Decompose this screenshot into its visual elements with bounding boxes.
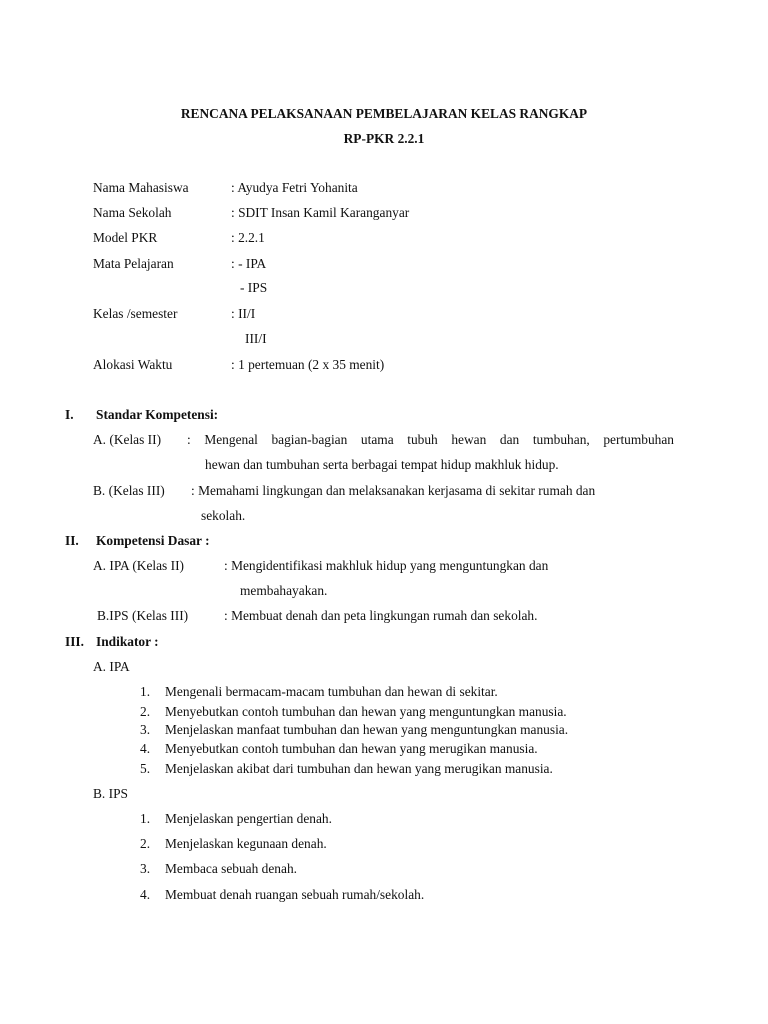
list-item: Mengenali bermacam-macam tumbuhan dan hewan di sekitar. — [165, 684, 498, 699]
section-2-item-b-line-1: : Membuat denah dan peta lingkungan rumah dan sekolah. — [224, 608, 538, 623]
list-item-number: 3. — [140, 861, 151, 876]
list-item: Menjelaskan akibat dari tumbuhan dan hewan yang merugikan manusia. — [165, 761, 553, 776]
list-item: Menyebutkan contoh tumbuhan dan hewan yang merugikan manusia. — [165, 741, 538, 756]
list-item-number: 2. — [140, 836, 151, 851]
list-item-number: 2. — [140, 704, 151, 719]
list-item: Menjelaskan kegunaan denah. — [165, 836, 327, 851]
list-item-number: 3. — [140, 722, 151, 737]
nama-sekolah-value: : SDIT Insan Kamil Karanganyar — [231, 205, 410, 220]
mata-pelajaran-value-2: - IPS — [240, 280, 268, 295]
document-code: RP-PKR 2.2.1 — [343, 131, 425, 146]
nama-sekolah-label: Nama Sekolah — [93, 205, 172, 220]
alokasi-waktu-value: : 1 pertemuan (2 x 35 menit) — [231, 357, 385, 372]
list-item: Menjelaskan manfaat tumbuhan dan hewan yang menguntungkan manusia. — [165, 722, 569, 737]
nama-mahasiswa-value: : Ayudya Fetri Yohanita — [231, 180, 358, 195]
document-title: RENCANA PELAKSANAAN PEMBELAJARAN KELAS RANGKAP — [180, 106, 588, 121]
list-item-number: 5. — [140, 761, 151, 776]
list-item: Menjelaskan pengertian denah. — [165, 811, 332, 826]
section-1-item-b-line-1: : Memahami lingkungan dan melaksanakan kerjasama di sekitar rumah dan — [191, 483, 596, 498]
section-3-numeral: III. — [65, 634, 84, 649]
kelas-semester-value-1: : II/I — [231, 306, 256, 321]
list-item: Membaca sebuah denah. — [165, 861, 297, 876]
list-item-number: 4. — [140, 887, 151, 902]
section-2-item-a-line-1: : Mengidentifikasi makhluk hidup yang menguntungkan dan — [224, 558, 549, 573]
section-2-item-a-line-2: membahayakan. — [240, 583, 328, 598]
list-item-number: 1. — [140, 811, 151, 826]
model-pkr-value: : 2.2.1 — [231, 230, 265, 245]
section-2-numeral: II. — [65, 533, 79, 548]
section-1-item-a-line-1: : Mengenal bagian-bagian utama tubuh hewan dan tumbuhan, pertumbuhan — [187, 432, 674, 447]
section-1-heading: Standar Kompetensi: — [96, 407, 219, 422]
nama-mahasiswa-label: Nama Mahasiswa — [93, 180, 189, 195]
alokasi-waktu-label: Alokasi Waktu — [93, 357, 173, 372]
kelas-semester-value-2: III/I — [245, 331, 267, 346]
section-1-numeral: I. — [65, 407, 74, 422]
indikator-group-a-label: A. IPA — [93, 659, 130, 674]
section-1-item-a-line-2: hewan dan tumbuhan serta berbagai tempat hidup makhluk hidup. — [205, 457, 559, 472]
section-3-heading: Indikator : — [96, 634, 159, 649]
model-pkr-label: Model PKR — [93, 230, 158, 245]
mata-pelajaran-value-1: : - IPA — [231, 256, 267, 271]
section-1-item-b-line-2: sekolah. — [201, 508, 246, 523]
section-2-item-b-label: B.IPS (Kelas III) — [97, 608, 189, 623]
kelas-semester-label: Kelas /semester — [93, 306, 178, 321]
mata-pelajaran-label: Mata Pelajaran — [93, 256, 174, 271]
list-item-number: 1. — [140, 684, 151, 699]
list-item: Membuat denah ruangan sebuah rumah/sekolah. — [165, 887, 425, 902]
list-item-number: 4. — [140, 741, 151, 756]
indikator-group-b-label: B. IPS — [93, 786, 128, 801]
section-2-heading: Kompetensi Dasar : — [96, 533, 210, 548]
section-2-item-a-label: A. IPA (Kelas II) — [93, 558, 184, 573]
section-1-item-a-label: A. (Kelas II) — [93, 432, 162, 447]
section-1-item-b-label: B. (Kelas III) — [93, 483, 165, 498]
list-item: Menyebutkan contoh tumbuhan dan hewan yang menguntungkan manusia. — [165, 704, 567, 719]
